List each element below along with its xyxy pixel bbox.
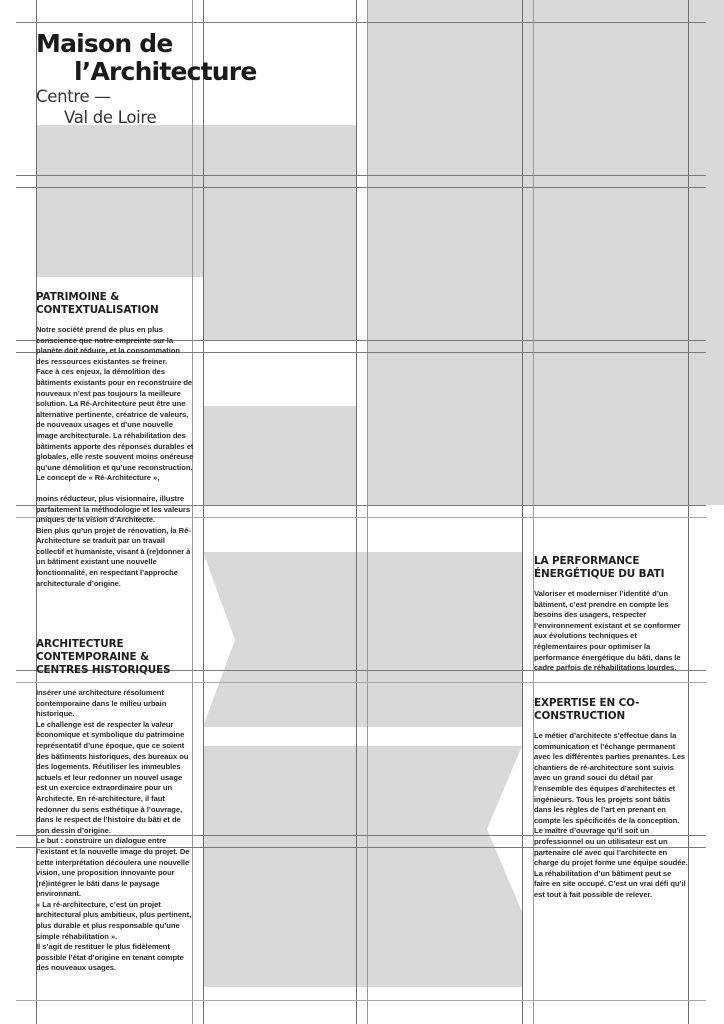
section-patrimoine [36,291,194,589]
grid-column-line [203,0,204,1024]
section-paragraph: Le métier d’architecte s’effectue dans la communication et l’échange permanent avec les différentes parties prenantes. Les chantiers de ré-architecture sont suivis avec un grand souci du détail par l’ensemble des équipes d’architectes et ingénieurs. Tous les projets sont bâtis dans les règles de l’art en prenant en compte les spécificités de la conception. Le maître d’ouvrage qu’il soit un professionnel ou un utilisateur est un partenaire clé avec qui l’architecte en charge du projet forme une équipe soudée. La réhabilitation d’un bâtiment peut se faire en site occupé. C’est un vrai défi qu’il est tout à fait possible de relever. [534,731,688,899]
section-paragraph: Le but : construire un dialogue entre l’existant et la nouvelle image du projet. De cette interprétation découlera une nouvelle vision, une proposition innovante pour (ré)intégrer le bâti dans le paysage environnant. [36,836,190,899]
grid-column-line [356,0,357,1024]
section-architecture-contemporaine [36,638,194,974]
grid-row-line [16,175,706,176]
section-paragraph: Face à ces enjeux, la démolition des bâtiments existants pour en reconstruire de nouveaux n’est pas toujours la meilleure solution. La Ré-Architecture peut être une alternative pertinente, créatrice de valeurs, de nouveaux usages et d’une nouvelle image architecturale. La réhabilitation des bâtiments apporte des réponses durables et globales, elle reste souvent moins onéreuse qu’une démolition et qu’une reconstruction. [36,367,194,472]
masthead [36,30,257,128]
section-heading: LA PERFORMANCE ÉNERGÉTIQUE DU BATI [534,555,665,580]
grid-row-line [16,187,706,188]
page-subtitle [36,86,257,128]
section-expertise-co-construction [534,697,688,901]
section-performance-energetique [534,555,688,674]
grid-column-line [688,0,689,1024]
section-paragraph: Bien plus qu’un projet de rénovation, la Ré-Architecture se traduit par un travail collectif et humaniste, visant à (re)donner à un bâtiment existant une nouvelle fonctionnalité, en respectant l’approche architecturale d’origine. [36,525,191,588]
banner-shape-lower [203,746,522,987]
section-paragraph: Notre société prend de plus en plus conscience que notre empreinte sur la planète doit réduire, et la consommation des ressources existantes se freiner. [36,325,180,366]
grid-column-line [367,0,368,1024]
section-heading: ARCHITECTURE CONTEMPORAINE & CENTRES HISTORIQUES [36,638,171,676]
section-heading: EXPERTISE EN CO- CONSTRUCTION [534,697,640,722]
section-paragraph: Il s’agit de restituer le plus fidèlement possible l’état d’origine en tenant compte des nouveaux usages. [36,942,184,973]
section-paragraph: Insérer une architecture résolument contemporaine dans le milieu urbain historique. [36,688,167,719]
title-line-2: l’Architecture [74,57,257,86]
section-paragraph: Le concept de « Ré-Architecture », [36,473,160,483]
subtitle-line-2: Val de Loire [64,108,157,127]
section-paragraph: moins réducteur, plus visionnaire, illustre parfaitement la méthodologie et les valeurs uniques de la vision d’Architecte. [36,493,190,525]
page-title [36,30,257,86]
title-line-1: Maison de [36,29,173,58]
grid-column-line [522,0,523,1024]
section-heading: PATRIMOINE & CONTEXTUALISATION [36,291,159,316]
grid-row-line [16,1000,706,1001]
grid-row-line [16,22,706,23]
section-paragraph: Le challenge est de respecter la valeur économique et symbolique du patrimoine représentatif d’une époque, que ce soient des bâtiments historiques, des bureaux ou des logements. Réutiliser les immeubles actuels et leur redonner un nouvel usage est un exercice extraordinaire pour un Architecte. En ré-architecture, il faut redonner du sens esthétique à l’ouvrage, dans le respect de l’histoire du bâti et de son dessin d’origine. [36,719,189,835]
section-paragraph: « La ré-architecture, c’est un projet architectural plus ambitieux, plus pertinent, plus durable et plus responsable qu’une simple réhabilitation ». [36,899,192,941]
subtitle-line-1: Centre — [36,87,111,106]
banner-shape-upper [203,552,522,727]
section-paragraph: Valoriser et moderniser l’identité d’un bâtiment, c’est prendre en compte les besoins des usagers, respecter l’environnement existant et se conformer aux évolutions techniques et réglementaires pour optimiser la performance énergétique du bâti, dans le cadre parfois de réhabilitations lourdes. [534,589,681,673]
